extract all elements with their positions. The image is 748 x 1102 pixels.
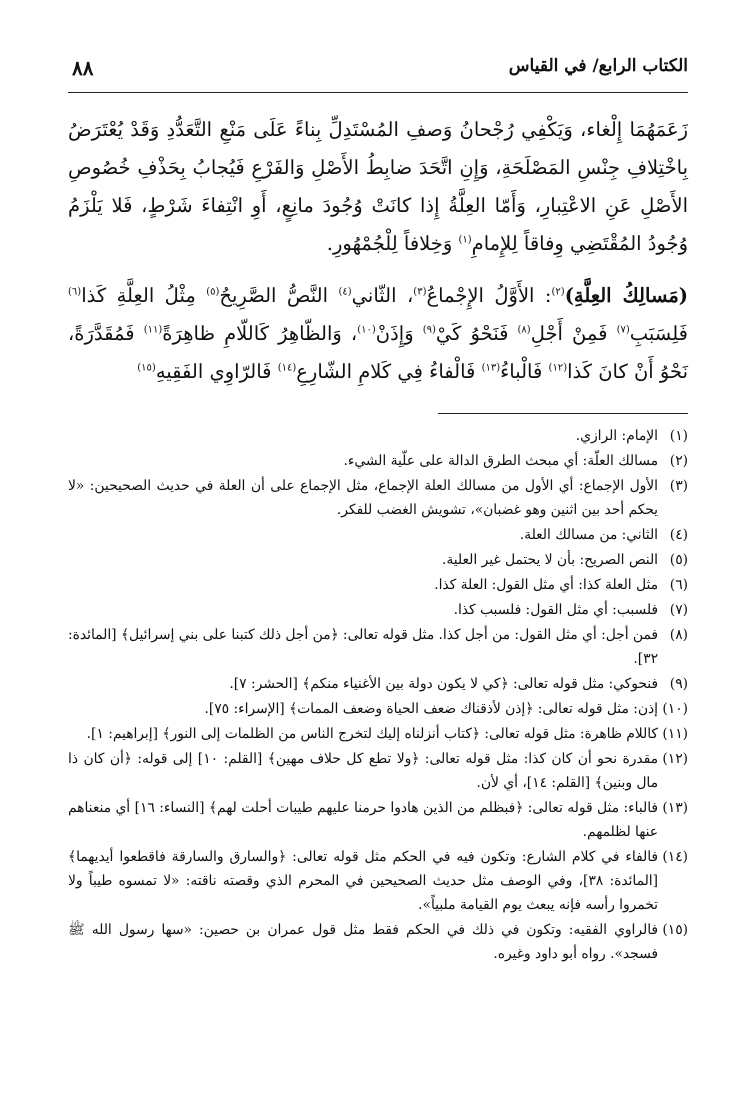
running-title: الكتاب الرابع/ في القياس	[508, 56, 688, 76]
footnote-item	[68, 523, 688, 547]
paragraph-2	[68, 277, 688, 391]
paragraph-1-text: زَعَمَهُمَا إِلْغاء، وَيَكْفِي رُجْحانُ وَصفِ المُسْتَدِلِّ بِناءً عَلَى مَنْعِ التَّعَدُّدِ وَقَدْ يُعْتَرَضُ بِاخْتِلافِ جِنْسِ المَصْلَحَةِ، وَإِنِ اتَّحَدَ ضابِطُ الأَصْلِ وَالفَرْعِ فَيُجابُ بِحَذْفِ خُصُوصِ الأَصْلِ عَنِ الاعْتِبارِ، وَأَمّا العِلَّةُ إِذا كانَتْ وُجُودَ مانِعٍ، أَوِ انْتِفاءَ شَرْطٍ، فَلا يَلْزَمُ وُجُودُ المُقْتَضِي وِفاقاً لِلإِمامِ	[68, 118, 688, 255]
footnote-text: كاللام ظاهرة: مثل قوله تعالى: ﴿كتاب أنزلناه إليك لتخرج الناس من الظلمات إلى النور﴾ [إبراهيم: ١].	[86, 726, 658, 742]
p2-part: فَمُقَدَّرَةً، نَحْوُ أَنْ كانَ كَذا	[68, 322, 688, 383]
footnote-item	[68, 548, 688, 572]
footnote-text: فنحوكي: مثل قوله تعالى: ﴿كي لا يكون دولة بين الأغنياء منكم﴾ [الحشر: ٧].	[229, 676, 658, 692]
footnote-item	[68, 722, 688, 746]
footnote-ref: (٥)	[206, 286, 220, 298]
footnote-text: مقدرة نحو أن كان كذا: مثل قوله تعالى: ﴿ولا تطع كل حلاف مهين﴾ [القلم: ١٠] إلى قوله: ﴿أن كان ذا مال وبنين﴾ [القلم: ١٤]، أي لأن.	[68, 751, 659, 791]
footnote-item	[68, 474, 688, 522]
footnote-item	[68, 697, 688, 721]
footnote-text: إذن: مثل قوله تعالى: ﴿إذن لأذقناك ضعف الحياة وضعف الممات﴾ [الإسراء: ٧٥].	[204, 701, 658, 717]
footnote-number: (٥)	[669, 552, 688, 568]
footnote-ref: (٦)	[68, 286, 82, 298]
footnote-text: فالباء: مثل قوله تعالى: ﴿فبظلم من الذين هادوا حرمنا عليهم طيبات أحلت لهم﴾ [النساء: ١٦] أي منعناهم عنها لظلمهم.	[68, 800, 658, 840]
footnote-number: (١٣)	[662, 800, 688, 816]
footnote-ref: (٤)	[338, 286, 352, 298]
footnote-number: (١٥)	[662, 922, 688, 938]
footnote-ref: (٢)	[551, 286, 565, 298]
footnote-ref: (١٤)	[277, 362, 297, 374]
footnote-ref: (١٣)	[481, 362, 501, 374]
p2-part: فَالرّاوِي الفَقِيهِ	[155, 360, 278, 383]
footnote-ref: (٩)	[422, 324, 436, 336]
footnote-ref: (١٥)	[137, 362, 156, 374]
p2-part: ، الثّاني	[351, 284, 414, 307]
footnote-number: (٦)	[669, 577, 688, 593]
footnote-item	[68, 672, 688, 696]
footnote-text: الإمام: الرازي.	[575, 428, 658, 444]
p2-part: ، وَالظّاهِرُ كَاللّامِ ظاهِرَةً	[162, 322, 358, 345]
footnote-ref: (١)	[458, 234, 472, 246]
section-heading: (مَسالِكُ العِلَّةِ)	[564, 284, 689, 307]
footnote-ref: (٨)	[517, 324, 531, 336]
footnote-number: (١٠)	[662, 701, 688, 717]
paragraph-1-end: وَخِلافاً لِلْجُمْهُورِ.	[326, 232, 459, 255]
footnote-number: (٢)	[669, 453, 688, 469]
p2-part: فَلِسَبَبِ	[629, 322, 688, 345]
footnote-number: (١)	[669, 428, 688, 444]
footnote-text: الأول الإجماع: أي الأول من مسالك العلة الإجماع، مثل الإجماع على أن العلة في حديث الصحيحين: «لا يحكم أحد بين اثنين وهو غضبان»، تشويش الغضب للفكر.	[68, 478, 658, 518]
footnotes	[68, 424, 688, 966]
footnote-item	[68, 796, 688, 844]
footnote-item	[68, 573, 688, 597]
footnote-number: (٧)	[669, 602, 688, 618]
footnote-ref: (١١)	[143, 324, 163, 336]
page-header	[68, 48, 688, 93]
footnote-ref: (١٢)	[548, 362, 568, 374]
p2-part: فَنَحْوُ كَيْ	[435, 322, 518, 345]
footnote-ref: (١٠)	[357, 324, 376, 336]
footnote-text: مسالك العلّة: أي مبحث الطرق الدالة على علّية الشيء.	[343, 453, 658, 469]
footnote-number: (٨)	[669, 627, 688, 643]
paragraph-1	[68, 111, 688, 263]
footnote-number: (٩)	[669, 676, 688, 692]
footnote-item	[68, 449, 688, 473]
p2-part: النَّصُّ الصَّرِيحُ	[219, 284, 339, 307]
footnote-item	[68, 918, 688, 966]
footnote-text: الثاني: من مسالك العلة.	[519, 527, 658, 543]
footnote-item	[68, 747, 688, 795]
footnote-text: النص الصريح: بأن لا يحتمل غير العلية.	[441, 552, 658, 568]
footnote-item	[68, 424, 688, 448]
footnote-text: فالراوي الفقيه: وتكون في ذلك في الحكم فقط مثل قول عمران بن حصين: «سها رسول الله ﷺ فسجد». رواه أبو داود وغيره.	[68, 922, 658, 962]
footnote-text: فمن أجل: أي مثل القول: من أجل كذا. مثل قوله تعالى: ﴿من أجل ذلك كتبنا على بني إسرائيل﴾ [المائدة: ٣٢].	[68, 627, 658, 667]
footnote-number: (١١)	[662, 726, 688, 742]
footnote-text: فلسبب: أي مثل القول: فلسبب كذا.	[453, 602, 658, 618]
p2-part: فَالْفاءُ فِي كَلامِ الشّارِعِ	[296, 360, 482, 383]
p2-part: وَإِذَنْ	[375, 322, 423, 345]
p2-part: فَالْباءُ	[500, 360, 549, 383]
footnote-item	[68, 598, 688, 622]
footnote-ref: (٣)	[413, 286, 427, 298]
footnote-text: فالفاء في كلام الشارع: وتكون فيه في الحكم مثل قوله تعالى: ﴿والسارق والسارقة فاقطعوا أيديهما﴾ [المائدة: ٣٨]، وفي الوصف مثل حديث الصحيحين في المحرم الذي وقصته ناقته: «لا تمسوه طيباً ولا تخمروا رأسه فإنه يبعث يوم القيامة ملبياً».	[68, 849, 658, 913]
footnote-number: (٤)	[669, 527, 688, 543]
main-text	[68, 111, 688, 391]
footnote-number: (١٤)	[662, 849, 688, 865]
p2-part: فَمِنْ أَجْلِ	[530, 322, 617, 345]
footnote-item	[68, 623, 688, 671]
footnote-number: (٣)	[669, 478, 688, 494]
page-number: ٨٨	[72, 56, 94, 80]
p2-part: مِثْلُ العِلَّةِ كَذا	[81, 284, 207, 307]
footnote-separator	[438, 413, 688, 414]
p2-part: : الأَوَّلُ الإِجْماعُ	[426, 284, 552, 307]
footnote-number: (١٢)	[662, 751, 688, 767]
footnote-ref: (٧)	[616, 324, 630, 336]
document-page	[68, 48, 688, 967]
footnote-text: مثل العلة كذا: أي مثل القول: العلة كذا.	[434, 577, 658, 593]
footnote-item	[68, 845, 688, 917]
